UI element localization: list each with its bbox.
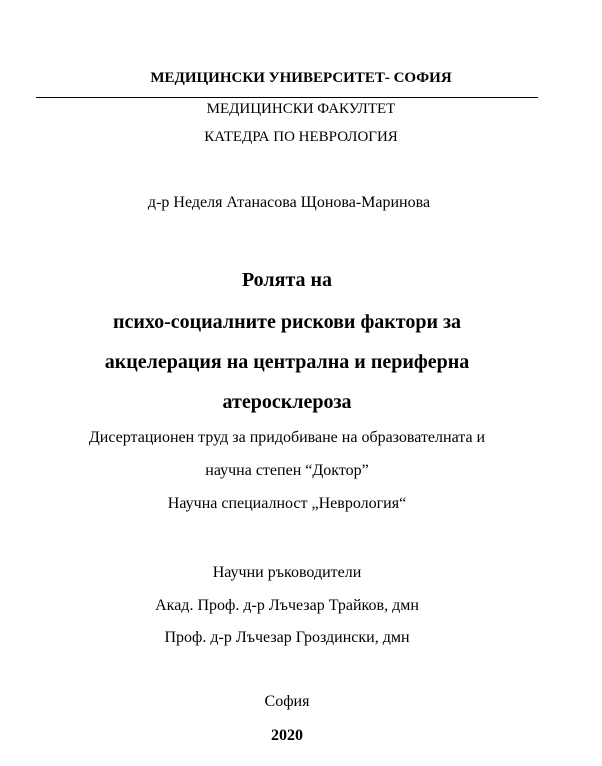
university-name: МЕДИЦИНСКИ УНИВЕРСИТЕТ- СОФИЯ bbox=[150, 70, 452, 86]
specialty-line: Научна специалност „Неврология“ bbox=[167, 495, 407, 512]
city: София bbox=[264, 693, 310, 710]
header-divider bbox=[36, 97, 538, 98]
supervisor-2: Проф. д-р Лъчезар Гроздински, дмн bbox=[164, 629, 410, 646]
title-line-3: акцелерация на централна и периферна bbox=[104, 351, 470, 373]
department-name: КАТЕДРА ПО НЕВРОЛОГИЯ bbox=[204, 129, 398, 145]
author-name: д-р Неделя Атанасова Щонова-Маринова bbox=[147, 194, 431, 211]
degree-line-1: Дисертационен труд за придобиване на образователната и bbox=[88, 429, 486, 446]
title-line-4: атеросклероза bbox=[222, 391, 352, 413]
faculty-name: МЕДИЦИНСКИ ФАКУЛТЕТ bbox=[206, 101, 396, 117]
year: 2020 bbox=[271, 727, 303, 744]
title-line-1: Ролята на bbox=[241, 269, 333, 291]
supervisors-heading: Научни ръководители bbox=[212, 564, 362, 581]
title-line-2: психо-социалните рискови фактори за bbox=[112, 311, 462, 333]
degree-line-2: научна степен “Доктор” bbox=[205, 462, 369, 479]
supervisor-1: Акад. Проф. д-р Лъчезар Трайков, дмн bbox=[155, 597, 419, 614]
